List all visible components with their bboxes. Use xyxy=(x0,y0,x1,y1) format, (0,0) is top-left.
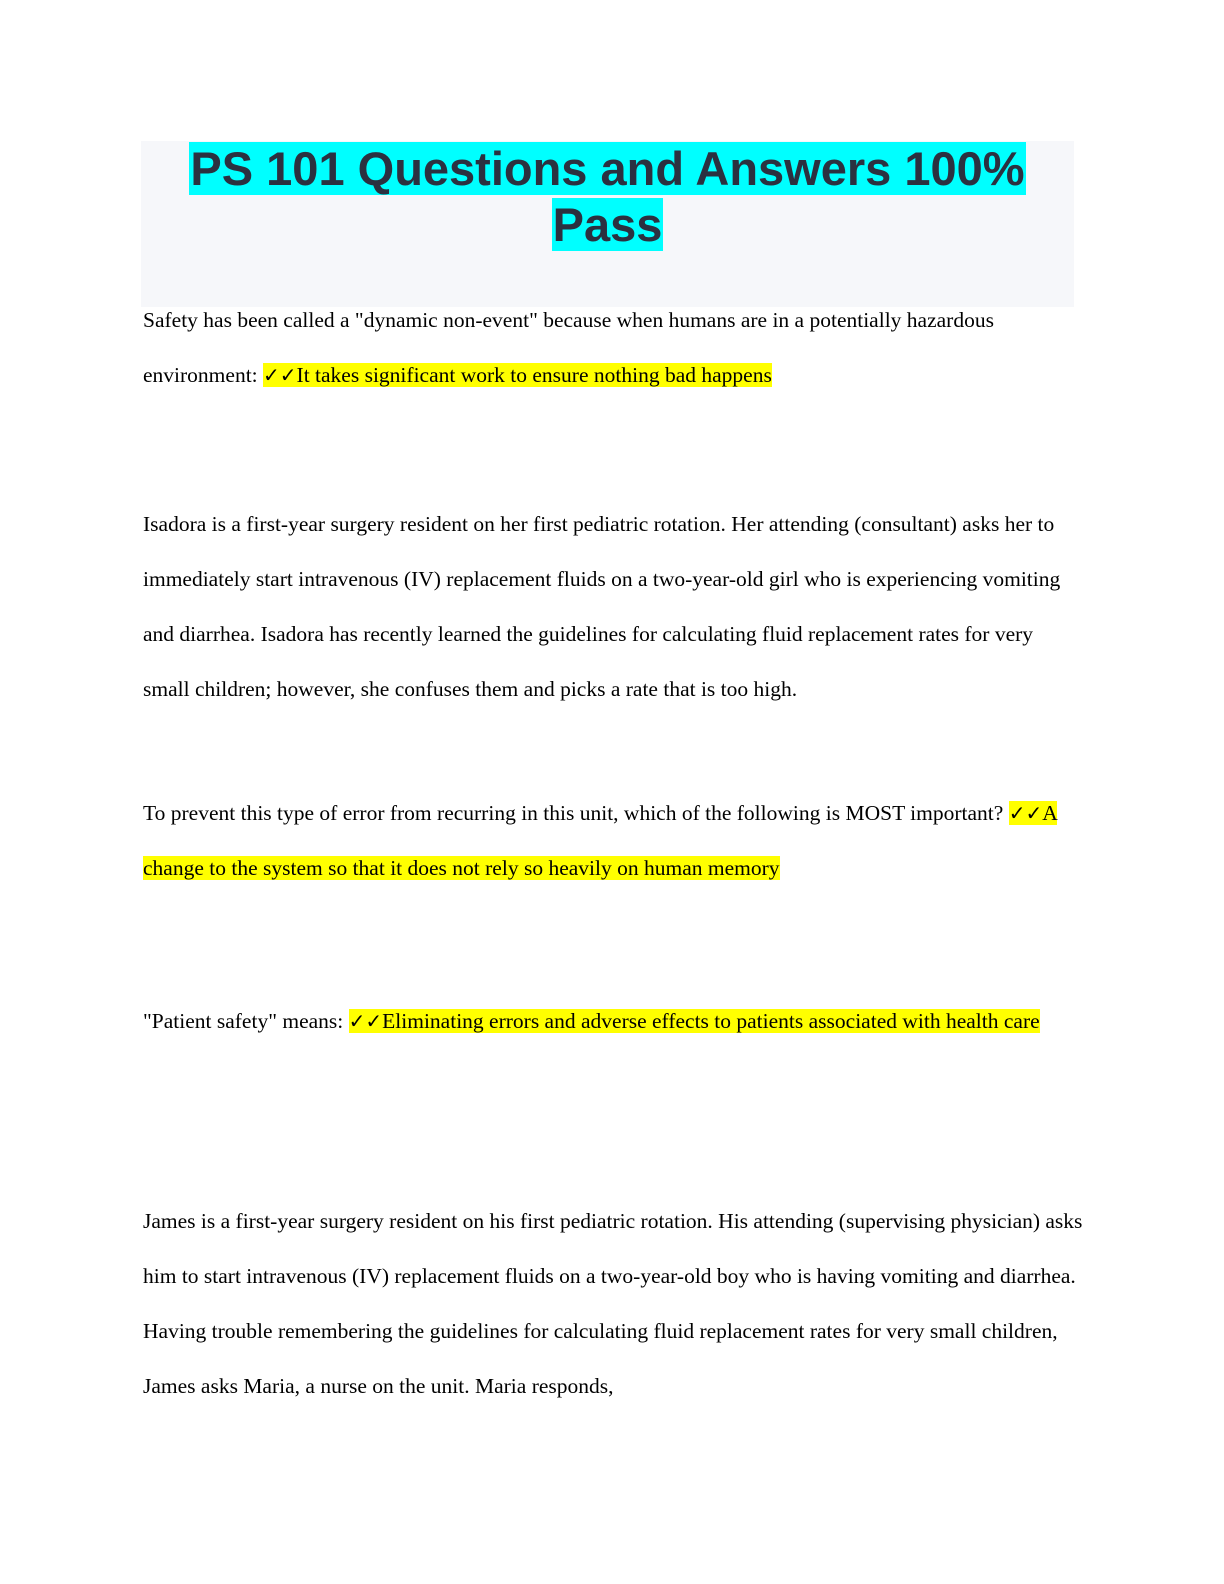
double-check-icon: ✓✓ xyxy=(348,1009,383,1033)
answer-highlight xyxy=(263,363,772,387)
answer-text: Eliminating errors and adverse effects to patients associated with health care xyxy=(382,1009,1040,1033)
qa-item-1 xyxy=(143,293,1083,403)
question-text: Safety has been called a "dynamic non-event" because when humans are in a potentially hazardous environment: xyxy=(143,308,994,387)
answer-text: It takes significant work to ensure nothing bad happens xyxy=(296,363,772,387)
answer-highlight xyxy=(349,1009,1040,1033)
document-title-line-1: PS 101 Questions and Answers 100% xyxy=(190,142,1025,195)
document-title-line-2: Pass xyxy=(552,198,663,251)
qa-item-2 xyxy=(143,786,1083,896)
question-text: To prevent this type of error from recurring in this unit, which of the following is MOST important? xyxy=(143,801,1009,825)
scenario-2: James is a first-year surgery resident on his first pediatric rotation. His attending (supervising physician) asks him to start intravenous (IV) replacement fluids on a two-year-old boy who is having vomiting and diarrhea. Having trouble remembering the guidelines for calculating fluid replacement rates for very small children, James asks Maria, a nurse on the unit. Maria responds, xyxy=(143,1209,1083,1398)
title-banner xyxy=(141,141,1074,307)
qa-item-3 xyxy=(143,994,1083,1049)
double-check-icon: ✓✓ xyxy=(263,363,297,387)
answer-text: A change to the system so that it does not rely so heavily on human memory xyxy=(143,801,1057,880)
question-text: "Patient safety" means: xyxy=(143,1009,349,1033)
scenario-1: Isadora is a first-year surgery resident on her first pediatric rotation. Her attending (consultant) asks her to immediately start intravenous (IV) replacement fluids on a two-year-old girl who is experiencing vomiting and diarrhea. Isadora has recently learned the guidelines for calculating fluid replacement rates for very small children; however, she confuses them and picks a rate that is too high. xyxy=(143,512,1061,701)
double-check-icon: ✓✓ xyxy=(1008,801,1043,825)
